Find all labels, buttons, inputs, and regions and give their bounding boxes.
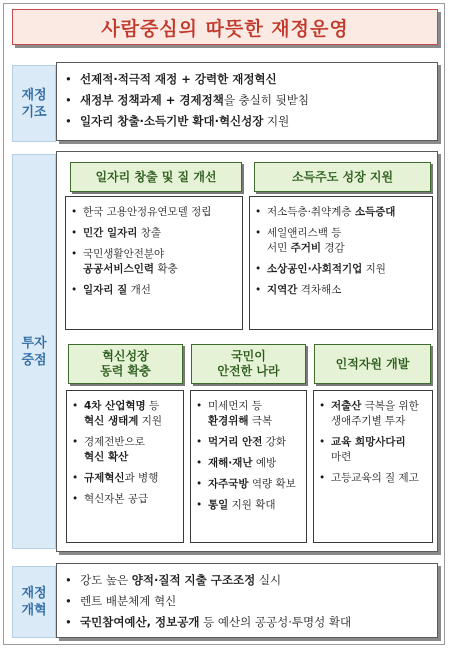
item-line [255,241,429,256]
item-text: 환경위해 [208,415,249,427]
basis-label-line1: 재정 [21,87,47,103]
item-line [71,226,239,241]
reform-label [12,566,56,638]
item-text: 생애주기별 투자 [331,415,406,427]
bullet-icon: • [71,206,78,218]
bullet-icon: • [196,436,203,448]
list-item [319,399,429,429]
item-text: 통일 [208,499,229,511]
bullet-icon: • [255,227,262,239]
basis-label [12,65,56,142]
human-header-text: 인적자원 개발 [335,356,410,371]
item-text: 저출산 [331,400,362,412]
list-item [196,456,303,471]
item-text: 지역간 [267,284,298,296]
item-line [255,205,429,220]
bullet-icon: • [72,493,79,505]
list-item [255,226,429,256]
item-text: 실시 [255,573,282,587]
list-item [65,111,431,132]
item-text: 먹거리 안전 [208,436,263,448]
item-line [196,456,303,471]
list-item [196,498,303,513]
item-line [72,399,180,414]
item-text: 등 [145,400,160,412]
list-item [72,435,180,465]
item-text: 세일앤리스백 등 [267,227,342,239]
human-box [313,390,433,543]
item-text: 교육 희망사다리 [331,436,406,448]
bullet-icon: • [71,248,78,260]
item-line [71,205,239,220]
bullet-icon: • [65,594,72,608]
bullet-icon: • [72,400,79,412]
item-text: 을 충실히 뒷받침 [223,93,309,107]
item-line [319,399,429,414]
item-text: 선제적·적극적 재정 + 강력한 재정혁신 [80,72,277,86]
item-text: 고등교육의 질 제고 [331,472,419,484]
item-text: 주거비 [290,242,322,254]
item-text: 재해·재난 [208,457,253,469]
item-line [319,471,429,486]
item-text: 한국 고용안정유연모델 정립 [83,206,212,218]
item-text: 역량 확보 [248,478,296,490]
item-line [72,414,180,429]
bullet-icon: • [65,615,72,629]
focus-label-line2: 중점 [21,352,47,368]
item-line [71,283,239,298]
list-item [65,90,431,111]
list-item [65,570,431,591]
item-text: 강화 [262,436,286,448]
item-text: 일자리 창출·소득기반 확대·혁신성장 [80,114,264,128]
list-item [72,471,180,486]
list-item [319,435,429,465]
bullet-icon: • [319,436,326,448]
item-text: 창출 [137,227,161,239]
item-line [196,477,303,492]
item-text: 새정부 정책과제 + 경제정책 [80,93,224,107]
safety-list [196,399,303,519]
bullet-icon: • [255,263,262,275]
item-line [71,262,239,277]
item-text: 4차 산업혁명 [84,400,146,412]
bullet-icon: • [72,472,79,484]
item-text: 서민 [267,242,291,254]
bullet-icon: • [255,284,262,296]
item-text: 등 예산의 공공성·투명성 확대 [199,615,352,629]
focus-label [12,154,56,549]
item-line [72,435,180,450]
item-text: 강도 높은 [80,573,132,587]
item-text: 자주국방 [208,478,249,490]
item-text: 민간 일자리 [83,227,138,239]
list-item [71,205,239,220]
item-text: 극복 [248,415,273,427]
bullet-icon: • [72,436,79,448]
list-item [71,283,239,298]
bullet-icon: • [196,499,203,511]
list-item [196,435,303,450]
reform-section [56,563,438,638]
bullet-icon: • [196,457,203,469]
item-line [72,492,180,507]
item-text: 혁신 생태계 [84,415,139,427]
focus-label-line1: 투자 [21,335,47,351]
item-line [196,399,303,414]
item-text: 확충 [154,263,178,275]
item-text: 지원 [362,263,386,275]
innovation-box [66,390,184,543]
list-item [65,612,431,633]
page-title: 사람중심의 따뜻한 재정운영 [101,17,349,40]
bullet-icon: • [196,478,203,490]
income-header: 소득주도 성장 지원 [254,162,431,192]
bullet-icon: • [65,93,72,107]
item-text: 지원 [263,114,290,128]
reform-label-line1: 재정 [21,586,47,601]
list-item [71,226,239,241]
bullet-icon: • [196,400,203,412]
item-text: 혁신 확산 [84,451,129,463]
reform-label-line2: 개혁 [21,603,47,618]
safety-header-line1: 국민이 [231,349,266,363]
item-line [319,450,429,465]
item-text: 미세먼지 등 [208,400,263,412]
bullet-icon: • [319,400,326,412]
item-text: 공공서비스인력 [83,263,155,275]
item-line [255,262,429,277]
item-text: 국민참여예산, 정보공개 [80,615,200,629]
item-line [72,450,180,465]
list-item [255,283,429,298]
item-text: 규제혁신 [84,472,125,484]
jobs-box [65,196,243,330]
income-box [249,196,433,330]
item-text: 경감 [321,242,345,254]
item-line [196,435,303,450]
jobs-header: 일자리 창출 및 질 개선 [70,162,242,192]
item-text: 극복을 위한 [361,400,419,412]
list-item [255,205,429,220]
item-line [255,226,429,241]
safety-header-line2: 안전한 나라 [217,364,280,378]
list-item [255,262,429,277]
list-item [65,69,431,90]
bullet-icon: • [65,114,72,128]
item-line [72,471,180,486]
innovation-header-line2: 동력 확충 [100,364,151,378]
human-header [314,344,431,384]
human-list [319,399,429,492]
item-text: 지원 [138,415,162,427]
income-list [255,205,429,304]
item-text: 격차해소 [297,284,342,296]
item-text: 예방 [252,457,277,469]
item-line [255,283,429,298]
bullet-icon: • [319,472,326,484]
bullet-icon: • [65,72,72,86]
list-item [72,399,180,429]
item-line [71,247,239,262]
item-line [319,414,429,429]
safety-box [190,390,307,543]
jobs-list [71,205,239,304]
reform-list [65,570,431,633]
list-item [72,492,180,507]
bullet-icon: • [71,284,78,296]
safety-header [191,344,306,384]
bullet-icon: • [255,206,262,218]
item-line [319,435,429,450]
list-item [71,247,239,277]
item-line [196,498,303,513]
list-item [319,471,429,486]
item-text: 혁신자본 공급 [84,493,149,505]
item-text: 소득증대 [354,206,396,218]
item-text: 국민생활안전분야 [83,248,165,260]
list-item [65,591,431,612]
basis-list [65,69,431,132]
title-box [12,9,438,45]
item-text: 양적·질적 지출 구조조정 [131,573,256,587]
item-text: 일자리 질 [83,284,128,296]
innovation-list [72,399,180,513]
list-item [196,399,303,429]
bullet-icon: • [71,227,78,239]
item-text: 렌트 배분체계 혁신 [80,594,177,608]
bullet-icon: • [65,573,72,587]
basis-label-line2: 기조 [21,104,47,120]
item-text: 과 병행 [124,472,159,484]
item-text: 지원 확대 [228,499,276,511]
list-item [196,477,303,492]
innovation-header [68,344,183,384]
item-text: 마련 [331,451,352,463]
item-text: 저소득층·취약계층 [267,206,355,218]
item-line [196,414,303,429]
item-text: 경제전반으로 [84,436,145,448]
basis-section [56,62,438,141]
item-text: 개선 [127,284,151,296]
innovation-header-line1: 혁신성장 [102,349,149,363]
item-text: 소상공인·사회적기업 [267,263,363,275]
